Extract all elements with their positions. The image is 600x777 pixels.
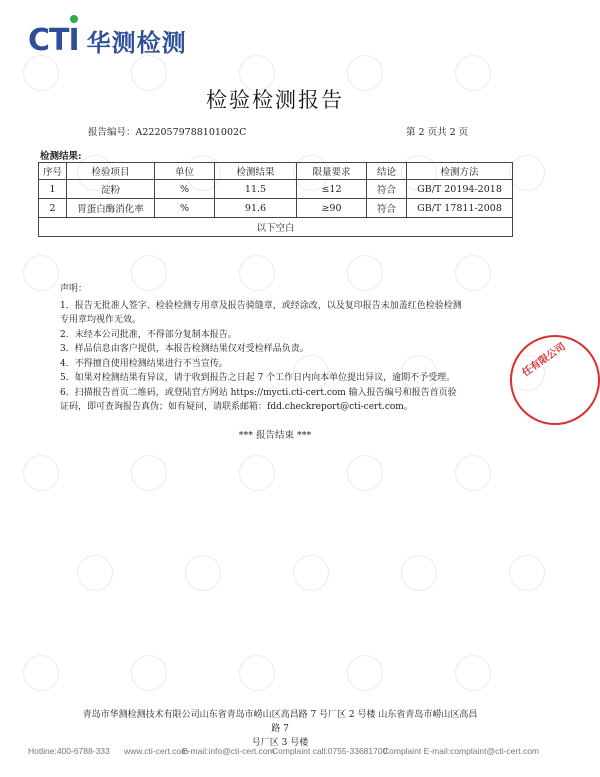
table-cell: % [155,180,215,199]
table-cell: 符合 [367,180,407,199]
watermark-mark [401,555,437,591]
watermark-mark [347,455,383,491]
watermark-mark [77,555,113,591]
col-header: 检测结果 [215,163,297,180]
table-cell: GB/T 17811-2008 [407,199,513,218]
red-seal-stamp [510,335,600,425]
note-item: 6．扫描报告首页二维码，或登陆官方网站 https://mycti.cti-cert.com 输入报告编号和报告首页验 [60,387,457,398]
page-footer [0,746,550,764]
cti-logo [28,18,187,62]
watermark-mark [509,155,545,191]
table-cell: 1 [39,180,67,199]
footer-complaint-email[interactable]: Complaint E-mail:complaint@cti-cert.com [383,746,540,756]
results-table [38,162,513,237]
report-end-marker: *** 报告结束 *** [238,430,312,441]
watermark-mark [239,455,275,491]
seal-text: 任有限公司 [520,341,568,379]
footer-website[interactable]: www.cti-cert.com [124,746,189,756]
col-header: 限量要求 [297,163,367,180]
note-item: 5．如果对检测结果有异议，请于收到报告之日起 7 个工作日内向本单位提出异议，逾期不予受理。 [60,373,456,383]
watermark-mark [293,555,329,591]
watermark-mark [455,455,491,491]
table-cell: % [155,199,215,218]
table-cell: GB/T 20194-2018 [407,180,513,199]
table-row [39,180,513,199]
watermark-mark [23,655,59,691]
table-cell: ≥90 [297,199,367,218]
col-header: 序号 [39,163,67,180]
note-item: 1．报告无批准人签字、检验检测专用章及报告骑缝章，或经涂改，以及复印报告未加盖红色检验检测 [60,300,462,311]
table-cell: 胃蛋白酶消化率 [67,199,155,218]
col-header: 单位 [155,163,215,180]
company-address [80,708,480,750]
table-blank-row [39,218,513,237]
watermark-mark [509,555,545,591]
table-row [39,199,513,218]
watermark-mark [23,255,59,291]
watermark-mark [131,455,167,491]
report-title: 检验检测报告 [206,88,344,112]
table-cell: ≤12 [297,180,367,199]
watermark-mark [347,655,383,691]
footer-hotline: Hotline:400-6788-333 [28,746,110,756]
logo-green-dot [70,15,78,23]
results-label: 检测结果: [40,151,82,162]
declaration-notes [60,282,500,415]
table-cell: 符合 [367,199,407,218]
note-item: 2．未经本公司批准，不得部分复制本报告。 [60,329,237,340]
col-header: 检验项目 [67,163,155,180]
notes-heading: 声明： [60,284,88,294]
watermark-mark [23,455,59,491]
watermark-mark [239,655,275,691]
note-item: 证码，即可查询报告真伪；如有疑问，请联系邮箱：fdd.checkreport@cti-cert.com。 [60,402,413,412]
table-cell: 11.5 [215,180,297,199]
table-header-row [39,163,513,180]
note-item: 3．样品信息由客户提供，本报告检测结果仅对受检样品负责。 [60,344,309,354]
table-cell: 91.6 [215,199,297,218]
note-item: 4．不得擅自使用检测结果进行不当宣传。 [60,358,228,369]
watermark-mark [131,655,167,691]
watermark-mark [185,555,221,591]
note-item: 专用章均视作无效。 [60,315,142,325]
table-cell: 2 [39,199,67,218]
report-number: 报告编号：A2220579788101002C [88,127,247,138]
address-line: 青岛市华测检测技术有限公司山东省青岛市崂山区高昌路 7 号厂区 2 号楼 山东省青岛市崂山区高昌路 7 [82,710,478,734]
table-cell: 淀粉 [67,180,155,199]
logo-brand: CTI [28,22,79,58]
logo-chinese: 华测检测 [86,28,187,57]
watermark-mark [455,655,491,691]
blank-note: 以下空白 [39,218,513,237]
page-indicator: 第 2 页共 2 页 [406,127,469,138]
col-header: 检测方法 [407,163,513,180]
footer-complaint-call: Complaint call:0755-33681700 [272,746,388,756]
col-header: 结论 [367,163,407,180]
address-line: 号厂区 3 号楼 [251,738,309,748]
footer-email[interactable]: E-mail:info@cti-cert.com [182,746,275,756]
